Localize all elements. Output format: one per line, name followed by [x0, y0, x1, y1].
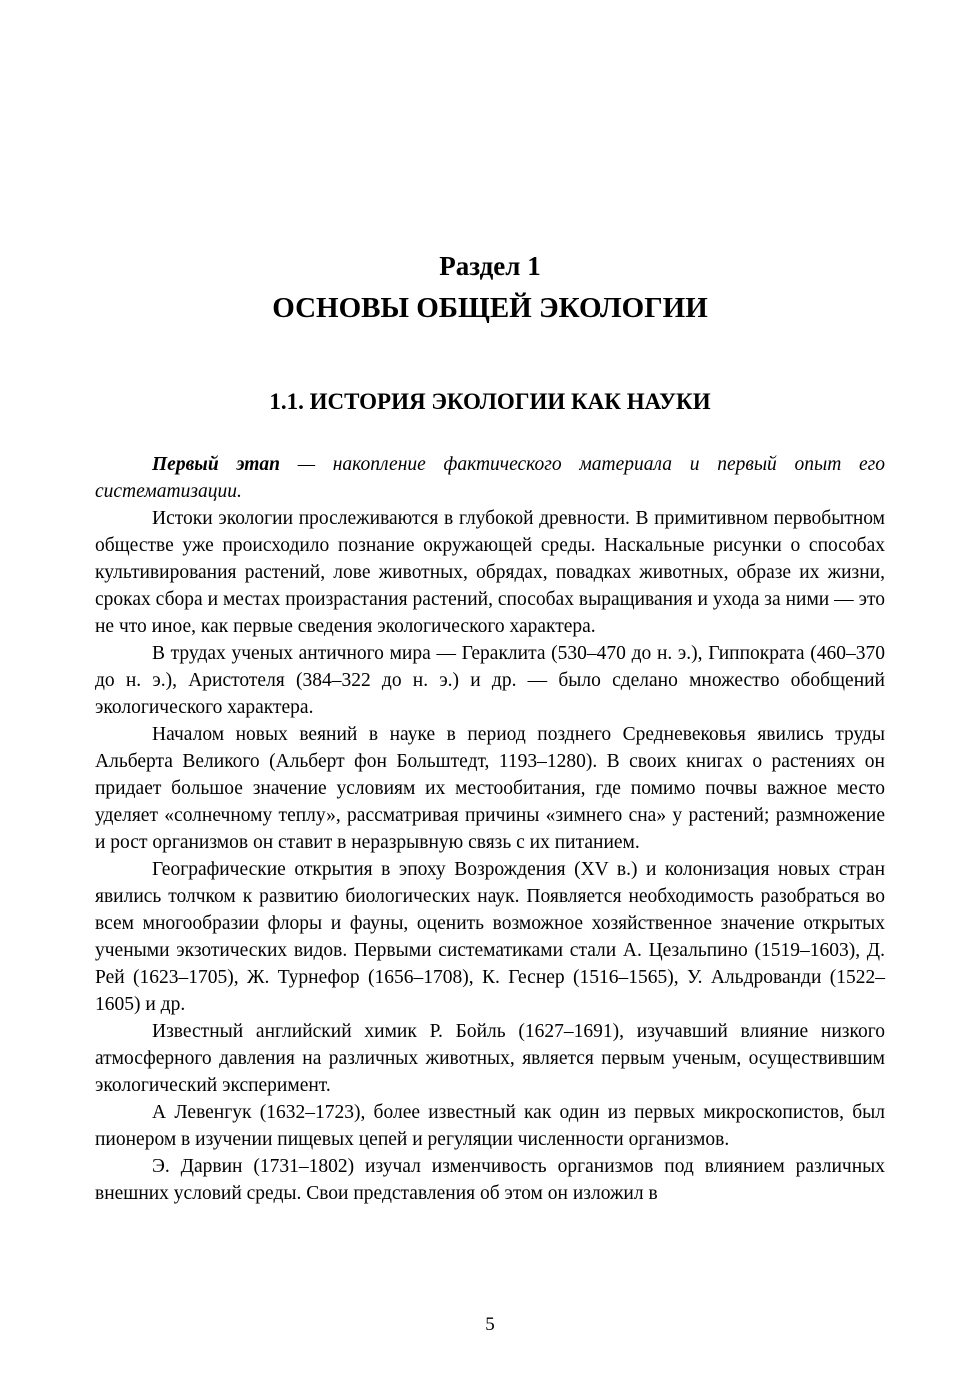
body-text: [95, 451, 885, 1207]
intro-lead: Первый этап: [152, 453, 280, 475]
paragraph: Известный английский химик Р. Бойль (1627–1691), изучавший влияние низкого атмосферного давления на различных животных, является первым ученым, осуществившим экологический эксперимент.: [95, 1020, 885, 1096]
intro-rest: — накопление фактического материала и первый опыт его систематизации.: [95, 453, 886, 502]
paragraph: В трудах ученых античного мира — Гераклита (530–470 до н. э.), Гиппократа (460–370 до н. э.), Аристотеля (384–322 до н. э.) и др. — было сделано множество обобщений экологического характера.: [95, 642, 885, 718]
page-number: 5: [485, 1314, 495, 1335]
paragraph: Э. Дарвин (1731–1802) изучал изменчивость организмов под влиянием различных внешних условий среды. Свои представления об этом он изложил в: [95, 1155, 885, 1204]
section-label: Раздел 1: [439, 251, 541, 281]
paragraph: Истоки экологии прослеживаются в глубокой древности. В примитивном первобытном обществе уже происходило познание окружающей среды. Наскальные рисунки о способах культивирования растений, лове животных, обрядах, повадках животных, образе их жизни, сроках сбора и местах произрастания растений, способах выращивания и ухода за ними — это не что иное, как первые сведения экологического характера.: [95, 507, 885, 637]
section-title: ОСНОВЫ ОБЩЕЙ ЭКОЛОГИИ: [272, 291, 708, 324]
chapter-heading: [95, 250, 885, 326]
intro-paragraph: [95, 451, 885, 505]
subsection-title: 1.1. ИСТОРИЯ ЭКОЛОГИИ КАК НАУКИ: [269, 389, 711, 414]
paragraph: Географические открытия в эпоху Возрождения (XV в.) и колонизация новых стран явились толчком к развитию биологических наук. Появляется необходимость разобраться во всем многообразии флоры и фауны, оценить возможное хозяйственное значение открытых учеными экзотических видов. Первыми систематиками стали А. Цезальпино (1519–1603), Д. Рей (1623–1705), Ж. Турнефор (1656–1708), К. Геснер (1516–1565), У. Альдрованди (1522–1605) и др.: [95, 858, 885, 1015]
paragraph: А Левенгук (1632–1723), более известный как один из первых микроскопистов, был пионером в изучении пищевых цепей и регуляции численности организмов.: [95, 1101, 885, 1150]
paragraph: Началом новых веяний в науке в период позднего Средневековья явились труды Альберта Великого (Альберт фон Больштедт, 1193–1280). В своих книгах о растениях он придает большое значение условиям их местообитания, где помимо почвы важное место уделяет «солнечному теплу», рассматривая причины «зимнего сна» у растений; размножение и рост организмов он ставит в неразрывную связь с их питанием.: [95, 723, 885, 853]
